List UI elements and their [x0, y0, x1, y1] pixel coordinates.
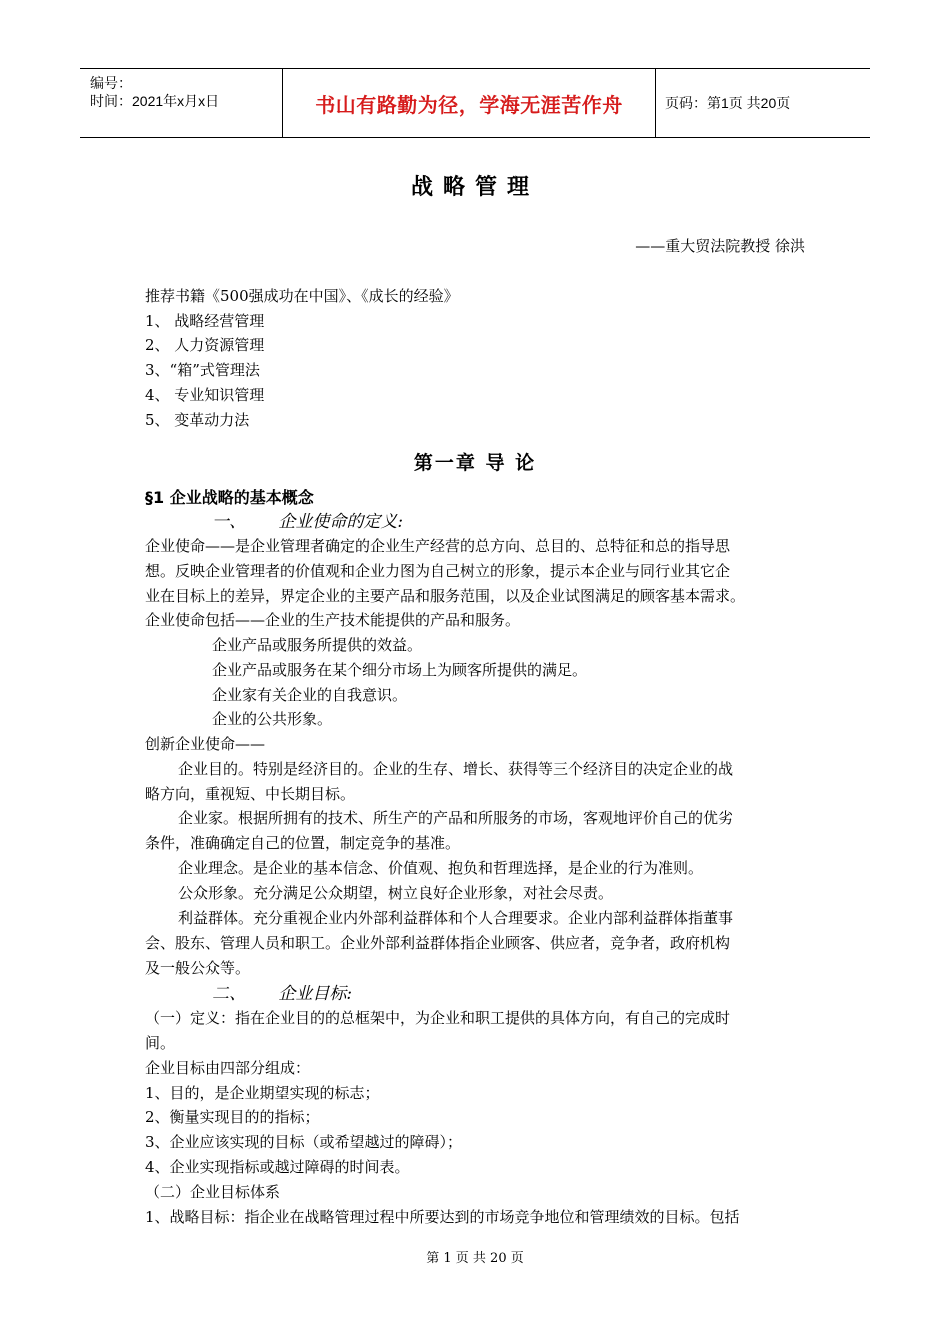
paragraph-line: 条件，准确确定自己的位置，制定竞争的基准。 [145, 834, 461, 852]
paragraph-line: 企业家有关企业的自我意识。 [212, 686, 408, 704]
list-item: 5、 变革动力法 [145, 411, 250, 429]
list-item: 1、 战略经营管理 [145, 312, 265, 330]
paragraph-line: 利益群体。充分重视企业内外部利益群体和个人合理要求。企业内部利益群体指董事 [178, 909, 734, 927]
paragraph-line: 1、目的，是企业期望实现的标志； [145, 1084, 380, 1102]
paragraph-line: 及一般公众等。 [145, 959, 251, 977]
paragraph-line: （二）企业目标体系 [145, 1183, 281, 1201]
paragraph-line: 略方向，重视短、中长期目标。 [145, 785, 356, 803]
recommend-line: 推荐书籍《500强成功在中国》、《成长的经验》 [145, 287, 459, 305]
time-label: 时间：2021年x月x日 [90, 93, 220, 109]
header-motto: 书山有路勤为径，学海无涯苦作舟 [282, 69, 656, 137]
paragraph-line: 企业目的。特别是经济目的。企业的生存、增长、获得等三个经济目的决定企业的战 [178, 760, 734, 778]
paragraph-line: 会、股东、管理人员和职工。企业外部利益群体指企业顾客、供应者，竞争者，政府机构 [145, 934, 731, 952]
header-page-info: 页码：第1页 共20页 [665, 95, 791, 111]
paragraph-line: （一）定义：指在企业目的的总框架中，为企业和职工提供的具体方向，有自己的完成时 [145, 1009, 731, 1027]
paragraph-line: 企业家。根据所拥有的技术、所生产的产品和所服务的市场，客观地评价自己的优劣 [178, 809, 734, 827]
paragraph-line: 企业使命包括——企业的生产技术能提供的产品和服务。 [145, 611, 521, 629]
paragraph-line: 间。 [145, 1034, 176, 1052]
page-footer: 第 1 页 共 20 页 [426, 1251, 524, 1266]
paragraph-line: 企业产品或服务在某个细分市场上为顾客所提供的满足。 [212, 661, 588, 679]
paragraph-line: 想。反映企业管理者的价值观和企业力图为自己树立的形象，提示本企业与同行业其它企 [145, 562, 731, 580]
paragraph-line: 4、企业实现指标或越过障碍的时间表。 [145, 1158, 410, 1176]
list-item: 3、“箱”式管理法 [145, 361, 260, 379]
chapter-heading: 第一章 导 论 [413, 452, 537, 474]
paragraph-line: 企业理念。是企业的基本信念、价值观、抱负和哲理选择，是企业的行为准则。 [178, 859, 704, 877]
paragraph-line: 3、企业应该实现的目标（或希望越过的障碍）； [145, 1133, 463, 1151]
header-meta [80, 69, 282, 137]
doc-author: ——重大贸法院教授 徐洪 [635, 237, 805, 255]
paragraph-line: 公众形象。充分满足公众期望，树立良好企业形象，对社会尽责。 [178, 884, 614, 902]
subheading-goals: 二、 企业目标: [212, 984, 353, 1004]
list-item: 2、 人力资源管理 [145, 336, 265, 354]
section-heading: §1 企业战略的基本概念 [145, 488, 314, 507]
paragraph-line: 创新企业使命—— [145, 735, 266, 753]
number-label: 编号： [90, 75, 132, 91]
paragraph-line: 企业的公共形象。 [212, 710, 333, 728]
list-item: 4、 专业知识管理 [145, 386, 265, 404]
paragraph-line: 企业目标由四部分组成： [145, 1059, 311, 1077]
paragraph-line: 1、战略目标：指企业在战略管理过程中所要达到的市场竞争地位和管理绩效的目标。包括 [145, 1208, 740, 1226]
paragraph-line: 2、衡量实现目的的指标； [145, 1108, 320, 1126]
page-header [80, 68, 870, 138]
paragraph-line: 企业使命——是企业管理者确定的企业生产经营的总方向、总目的、总特征和总的指导思 [145, 537, 731, 555]
paragraph-line: 企业产品或服务所提供的效益。 [212, 636, 423, 654]
subheading-mission: 一、 企业使命的定义: [212, 512, 404, 532]
doc-title: 战略管理 [410, 175, 539, 200]
paragraph-line: 业在目标上的差异，界定企业的主要产品和服务范围，以及企业试图满足的顾客基本需求。 [145, 587, 746, 605]
